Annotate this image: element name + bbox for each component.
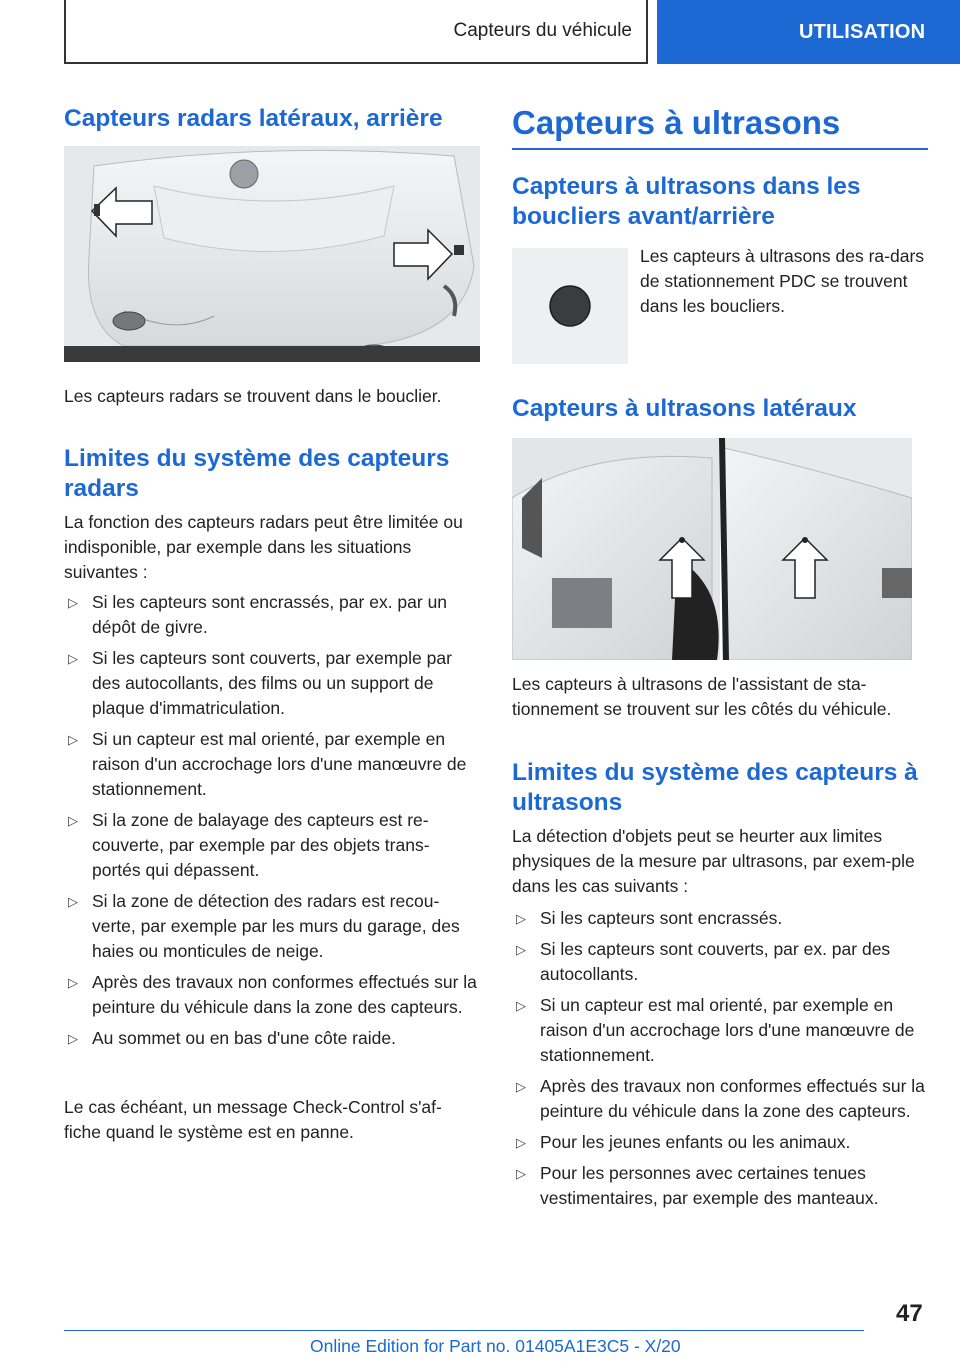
ultrasonic-limits-list bbox=[512, 906, 930, 1217]
triangle-bullet-icon: ▷ bbox=[68, 651, 78, 666]
triangle-bullet-icon: ▷ bbox=[68, 1031, 78, 1046]
triangle-bullet-icon: ▷ bbox=[516, 911, 526, 926]
heading-ultrasonic-side: Capteurs à ultrasons latéraux bbox=[512, 395, 857, 422]
side-caption: Les capteurs à ultrasons de l'assistant de sta-tionnement se trouvent sur les côtés du véhicule. bbox=[512, 674, 892, 719]
list-item: ▷ Pour les jeunes enfants ou les animaux. bbox=[512, 1130, 930, 1155]
triangle-bullet-icon: ▷ bbox=[68, 894, 78, 909]
rear-bumper-radar-image bbox=[64, 146, 480, 362]
list-item: ▷ Après des travaux non conformes effectués sur la peinture du véhicule dans la zone des capteurs. bbox=[516, 1076, 925, 1121]
side-sensors-image bbox=[512, 438, 912, 660]
list-item: ▷ Si un capteur est mal orienté, par exemple en raison d'un accrochage lors d'une manœuvre de stationnement. bbox=[68, 729, 467, 799]
header-chapter-tab bbox=[657, 0, 960, 64]
ultrasonic-limits-intro: La détection d'objets peut se heurter aux limites physiques de la mesure par ultrasons, par exem-ple dans les cas suivants : bbox=[512, 826, 915, 896]
list-item: ▷ Si les capteurs sont couverts, par ex. par des autocollants. bbox=[516, 939, 891, 984]
heading-ultrasonic-limits: Limites du système des capteurs à ultrasons bbox=[512, 759, 918, 816]
footer-edition: Online Edition for Part no. 01405A1E3C5 - X/20 bbox=[310, 1336, 681, 1356]
radar-outro: Le cas échéant, un message Check-Control s'af-fiche quand le système est en panne. bbox=[64, 1097, 442, 1142]
triangle-bullet-icon: ▷ bbox=[516, 1135, 526, 1150]
list-item: ▷ Si les capteurs sont encrassés, par ex. par un dépôt de givre. bbox=[68, 592, 448, 637]
list-item: ▷ Si la zone de détection des radars est recou-verte, par exemple par les murs du garage, des haies ou monticules de neige. bbox=[68, 891, 460, 961]
heading-radar-sensors: Capteurs radars latéraux, arrière bbox=[64, 105, 443, 132]
header-section-tab bbox=[64, 0, 648, 64]
triangle-bullet-icon: ▷ bbox=[516, 1079, 526, 1094]
triangle-bullet-icon: ▷ bbox=[68, 975, 78, 990]
triangle-bullet-icon: ▷ bbox=[68, 595, 78, 610]
ultrasonic-sensor-icon bbox=[512, 248, 628, 364]
triangle-bullet-icon: ▷ bbox=[516, 998, 526, 1013]
list-item: ▷ Pour les personnes avec certaines tenues vestimentaires, par exemple des manteaux. bbox=[516, 1163, 879, 1208]
triangle-bullet-icon: ▷ bbox=[516, 1166, 526, 1181]
list-item: ▷ Si la zone de balayage des capteurs est re-couverte, par exemple par des objets trans-portés qui dépassent. bbox=[68, 810, 430, 880]
list-item: ▷ Si un capteur est mal orienté, par exemple en raison d'un accrochage lors d'une manœuvre de stationnement. bbox=[516, 995, 915, 1065]
footer-divider bbox=[64, 1330, 864, 1331]
list-item: ▷ Après des travaux non conformes effectués sur la peinture du véhicule dans la zone des capteurs. bbox=[68, 972, 477, 1017]
list-item: ▷ Si les capteurs sont couverts, par exemple par des autocollants, des films ou un support de plaque d'immatriculation. bbox=[68, 648, 452, 718]
page-number: 47 bbox=[896, 1300, 923, 1327]
triangle-bullet-icon: ▷ bbox=[68, 813, 78, 828]
radar-limits-intro: La fonction des capteurs radars peut être limitée ou indisponible, par exemple dans les situations suivantes : bbox=[64, 512, 463, 582]
bumpers-text: Les capteurs à ultrasons des ra-dars de stationnement PDC se trouvent dans les boucliers. bbox=[640, 246, 925, 316]
radar-caption: Les capteurs radars se trouvent dans le bouclier. bbox=[64, 386, 442, 406]
side-sensors-illustration bbox=[512, 438, 912, 660]
radar-limits-list bbox=[64, 590, 478, 1057]
triangle-bullet-icon: ▷ bbox=[516, 942, 526, 957]
triangle-bullet-icon: ▷ bbox=[68, 732, 78, 747]
header-chapter-title: UTILISATION bbox=[799, 20, 926, 43]
rear-bumper-illustration bbox=[64, 146, 480, 362]
header-section-title: Capteurs du véhicule bbox=[453, 20, 632, 41]
sensor-disc-image bbox=[512, 248, 628, 364]
heading-ultrasonic-main: Capteurs à ultrasons bbox=[512, 104, 928, 150]
heading-ultrasonic-bumpers: Capteurs à ultrasons dans les boucliers avant/arrière bbox=[512, 173, 861, 230]
heading-radar-limits: Limites du système des capteurs radars bbox=[64, 445, 450, 502]
list-item: ▷ Si les capteurs sont encrassés. bbox=[512, 906, 930, 931]
list-item: ▷ Au sommet ou en bas d'une côte raide. bbox=[64, 1026, 478, 1051]
